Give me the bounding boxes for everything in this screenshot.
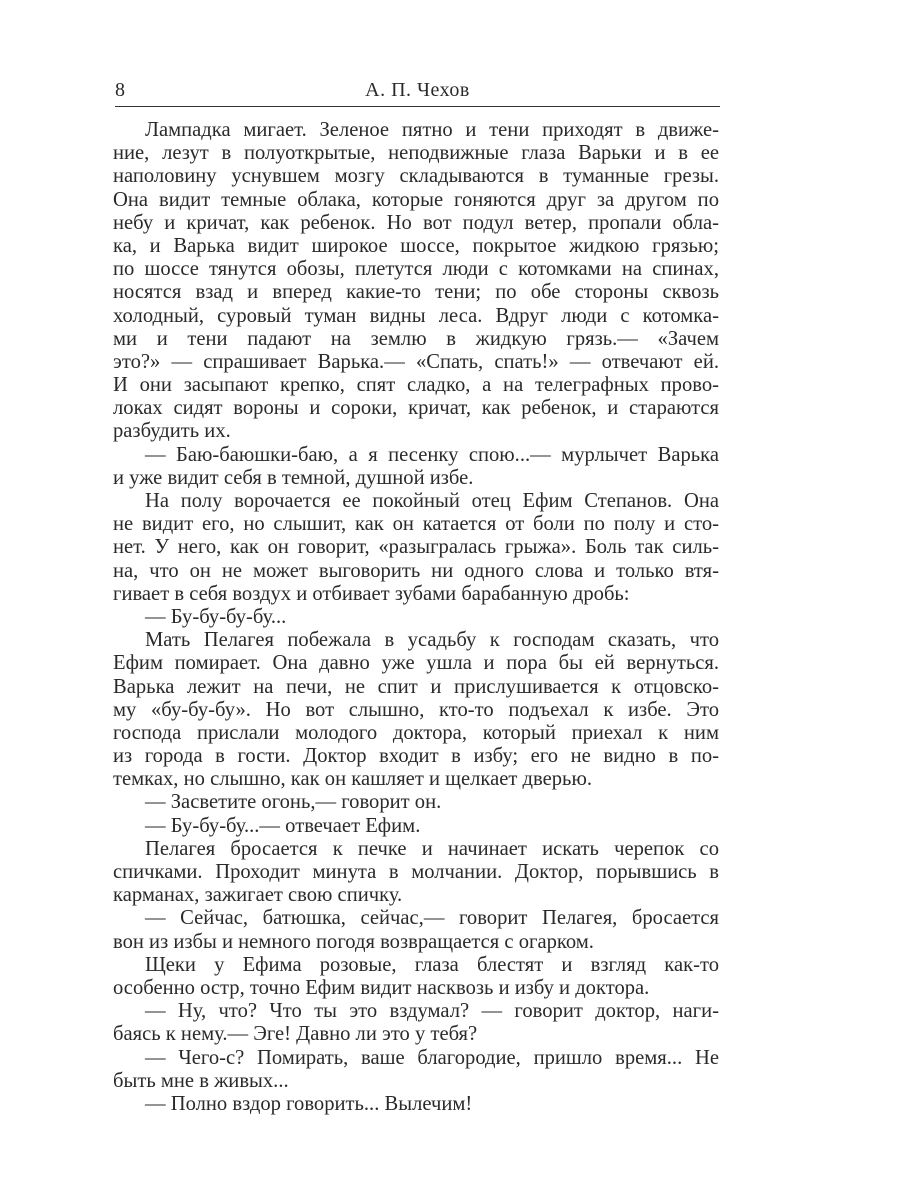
text-line: спичками. Проходит минута в молчании. Доктор, порывшись в	[113, 861, 719, 883]
text-line: На полу ворочается ее покойный отец Ефим Степанов. Она	[145, 490, 719, 512]
running-header	[115, 78, 720, 107]
text-line: му «бу-бу-бу». Но вот слышно, кто-то подъехал к избе. Это	[113, 698, 719, 721]
text-line: темках, но слышно, как он кашляет и щелкает дверью.	[113, 768, 592, 791]
body-text	[113, 119, 719, 1116]
text-line: холодный, суровый туман видны леса. Вдруг люди с котомка-	[113, 304, 719, 327]
text-line: карманах, зажигает свою спичку.	[113, 884, 403, 907]
text-line: и уже видит себя в темной, душной избе.	[113, 466, 474, 489]
running-title: А. П. Чехов	[365, 79, 470, 101]
text-line: локах сидят вороны и сороки, кричат, как ребенок, и стараются	[113, 397, 719, 420]
text-line: на, что он не может выговорить ни одного слова и только втя-	[113, 559, 719, 582]
text-line: Ефим помирает. Она давно уже ушла и пора бы ей вернуться.	[113, 652, 719, 675]
text-line: — Баю-баюшки-баю, а я песенку спою...— мурлычет Варька	[145, 443, 719, 466]
text-line: быть мне в живых...	[113, 1069, 289, 1092]
text-line: — Бу-бу-бу-бу...	[145, 605, 287, 628]
text-line: Лампадка мигает. Зеленое пятно и тени приходят в движе-	[145, 119, 719, 141]
text-line: Варька лежит на печи, не спит и прислушивается к отцовско-	[113, 675, 719, 698]
text-line: — Сейчас, батюшка, сейчас,— говорит Пелагея, бросается	[145, 907, 719, 930]
text-line: И они засыпают крепко, спят сладко, а на телеграфных прово-	[113, 374, 719, 397]
text-line: Щеки у Ефима розовые, глаза блестят и взгляд как-то	[145, 953, 719, 976]
text-line: Пелагея бросается к печке и начинает искать черепок со	[145, 837, 719, 860]
text-line: ние, лезут в полуоткрытые, неподвижные глаза Варьки и в ее	[113, 142, 719, 165]
text-line: особенно остр, точно Ефим видит насквозь и избу и доктора.	[113, 976, 650, 999]
text-line: вон из избы и немного погодя возвращается с огарком.	[113, 930, 594, 953]
text-line: это?» — спрашивает Варька.— «Спать, спать!» — отвечают ей.	[113, 350, 719, 373]
text-line: — Засветите огонь,— говорит он.	[145, 791, 442, 814]
text-line: — Полно вздор говорить... Вылечим!	[145, 1092, 473, 1115]
text-line: нет. У него, как он говорит, «разыгралась грыжа». Боль так силь-	[113, 536, 719, 559]
text-line: разбудить их.	[113, 420, 231, 443]
text-line: не видит его, но слышит, как он катается от боли по полу и сто-	[113, 513, 719, 536]
text-line: из города в гости. Доктор входит в избу; его не видно в по-	[113, 745, 719, 768]
text-line: ми и тени падают на землю в жидкую грязь.— «Зачем	[113, 327, 719, 350]
text-line: Мать Пелагея побежала в усадьбу к господам сказать, что	[145, 629, 719, 652]
text-line: носятся взад и вперед какие-то тени; по обе стороны сквозь	[113, 281, 719, 304]
text-line: небу и кричат, как ребенок. Но вот подул ветер, пропали обла-	[113, 211, 719, 234]
text-line: по шоссе тянутся обозы, плетутся люди с котомками на спинах,	[113, 258, 719, 281]
text-line: господа прислали молодого доктора, который приехал к ним	[113, 721, 719, 744]
text-line: — Бу-бу-бу...— отвечает Ефим.	[145, 814, 421, 837]
text-line: ка, и Варька видит широкое шоссе, покрытое жидкою грязью;	[113, 234, 719, 257]
page-number: 8	[115, 79, 125, 101]
text-line: баясь к нему.— Эге! Давно ли это у тебя?	[113, 1023, 478, 1046]
text-line: — Ну, что? Что ты это вздумал? — говорит доктор, наги-	[145, 1000, 719, 1023]
text-line: Она видит темные облака, которые гоняются друг за другом по	[113, 188, 719, 211]
text-line: — Чего-с? Помирать, ваше благородие, пришло время... Не	[145, 1046, 719, 1069]
text-line: наполовину уснувшем мозгу складываются в туманные грезы.	[113, 165, 719, 188]
text-line: гивает в себя воздух и отбивает зубами барабанную дробь:	[113, 582, 630, 605]
